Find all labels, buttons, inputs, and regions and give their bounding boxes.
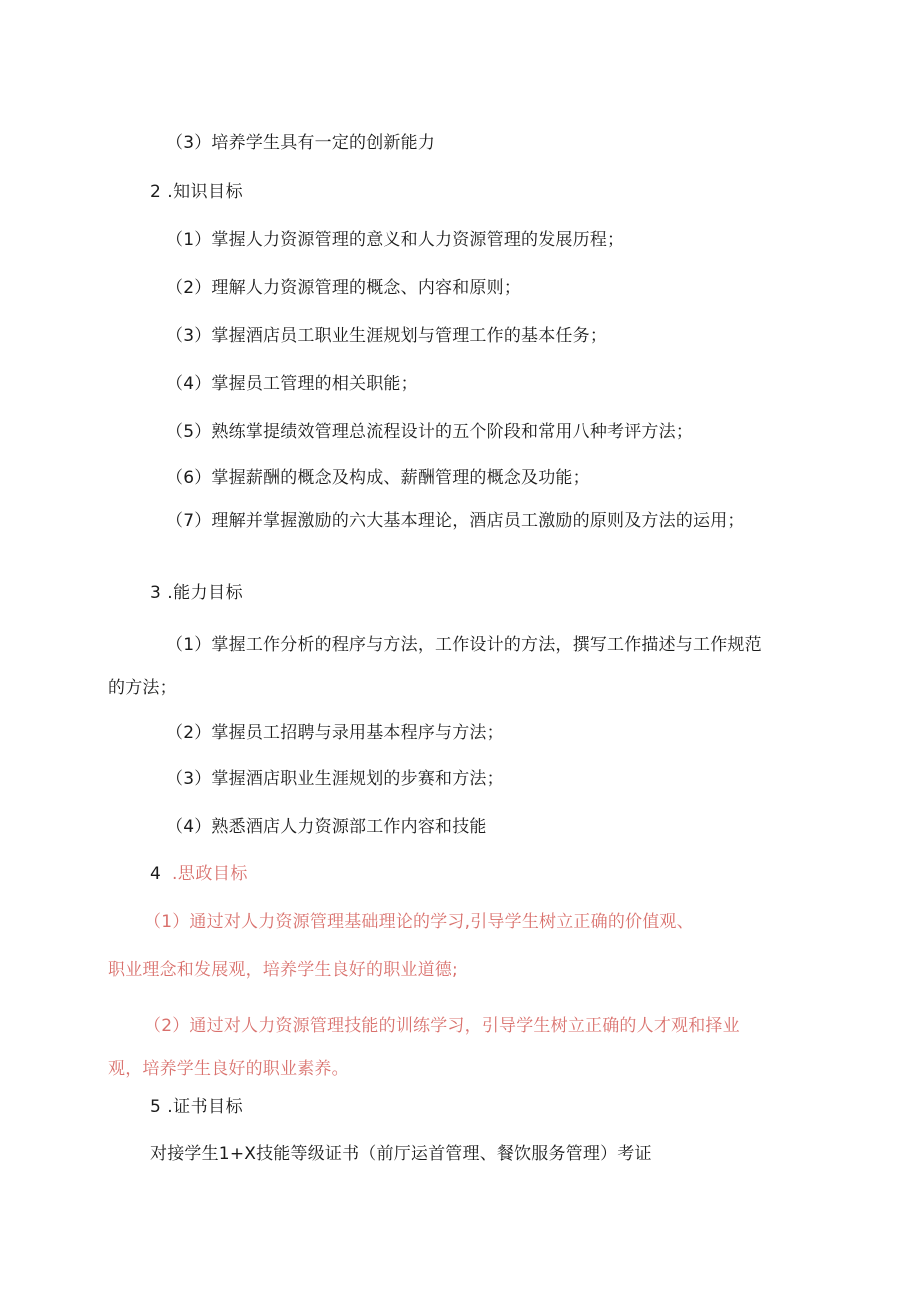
list-item: （1）掌握工作分析的程序与方法，工作设计的方法，撰写工作描述与工作规范: [166, 635, 762, 655]
list-item-continuation: 的方法；: [108, 678, 177, 698]
list-item: （4）掌握员工管理的相关职能；: [166, 374, 418, 394]
list-item: （1）通过对人力资源管理基础理论的学习,引导学生树立正确的价值观、: [144, 912, 694, 932]
list-item: （4）熟悉酒店人力资源部工作内容和技能: [166, 817, 487, 837]
list-item-continuation: 职业理念和发展观，培养学生良好的职业道德;: [108, 960, 458, 980]
section-heading-knowledge: 2 .知识目标: [150, 182, 244, 202]
list-item: （5）熟练掌提绩效管理总流程设计的五个阶段和常用八种考评方法；: [166, 422, 694, 442]
list-item: （1）掌握人力资源管理的意义和人力资源管理的发展历程；: [166, 230, 625, 250]
list-item: （2）通过对人力资源管理技能的训练学习，引导学生树立正确的人才观和择业: [144, 1016, 740, 1036]
list-item: （7）理解并掌握激励的六大基本理论，酒店员工激励的原则及方法的运用；: [166, 511, 745, 531]
list-item: （3）掌握酒店职业生涯规划的步赛和方法；: [166, 769, 504, 789]
section-heading-ability: 3 .能力目标: [150, 583, 244, 603]
paragraph-line: 对接学生1+X技能等级证书（前厅运首管理、餐饮服务管理）考证: [150, 1144, 652, 1164]
section-heading-number: 4: [150, 864, 162, 884]
section-heading-ideology: .思政目标: [172, 864, 248, 884]
list-item: （6）掌握薪酬的概念及构成、薪酬管理的概念及功能；: [166, 468, 590, 488]
section-heading-certificate: 5 .证书目标: [150, 1097, 244, 1117]
paragraph-line: （3）培养学生具有一定的创新能力: [166, 133, 436, 153]
list-item-continuation: 观，培养学生良好的职业素养。: [108, 1059, 349, 1079]
list-item: （2）理解人力资源管理的概念、内容和原则；: [166, 278, 522, 298]
list-item: （2）掌握员工招聘与录用基本程序与方法；: [166, 723, 504, 743]
list-item: （3）掌握酒店员工职业生涯规划与管理工作的基本任务；: [166, 326, 608, 346]
